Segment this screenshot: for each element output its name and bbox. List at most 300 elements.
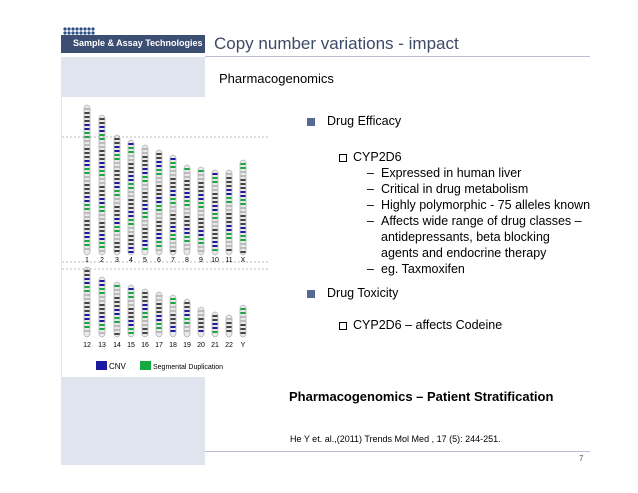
chromosome-band (85, 112, 90, 114)
chromosome-band (100, 218, 105, 220)
checkbox-square-icon (339, 322, 347, 330)
chromosome-label-top: 7 (171, 257, 175, 264)
chromosome-band (143, 248, 148, 250)
chromosome-band (199, 182, 204, 184)
chromosome-band (227, 193, 232, 195)
chromosome-band (100, 222, 105, 224)
chromosome-band (143, 240, 148, 242)
chromosome-band (199, 198, 204, 200)
chromosome-band (227, 181, 232, 183)
chromosome-band (213, 213, 218, 215)
chromosome-band (100, 118, 105, 120)
chromosome-band (100, 202, 105, 204)
chromosome-label-top: 5 (143, 257, 147, 264)
chromosome-band (157, 153, 162, 155)
chromosome-band (115, 186, 120, 188)
chromosome-band (241, 175, 246, 177)
chromosome-band (157, 165, 162, 167)
chromosome-band (227, 225, 232, 227)
chromosome-label-top: 8 (185, 257, 189, 264)
chromosome-band (100, 250, 105, 252)
chromosome-band (100, 284, 105, 286)
chromosome-band (129, 288, 134, 290)
chromosome-band (213, 201, 218, 203)
chromosome-band (171, 182, 176, 184)
chromosome-band (227, 249, 232, 251)
chromosome-label-bottom: 14 (113, 342, 121, 349)
chromosome-band (115, 246, 120, 248)
chromosome-label-top: 1 (85, 257, 89, 264)
chromosome-band (241, 324, 246, 326)
chromosome-band (199, 234, 204, 236)
chromosome-band (185, 330, 190, 332)
chromosome-band (227, 205, 232, 207)
bullet-drug-efficacy: Drug Efficacy (327, 114, 402, 128)
chromosome-band (241, 179, 246, 181)
chromosome-band (143, 244, 148, 246)
chromosome-band (227, 177, 232, 179)
chromosome-band (171, 194, 176, 196)
chromosome-band (241, 215, 246, 217)
chromosome-band (213, 327, 218, 329)
chromosome-band (227, 173, 232, 175)
chromosome-ideogram (128, 140, 134, 255)
chromosome-band (85, 172, 90, 174)
chromosome-band (227, 330, 232, 332)
chromosome-band (115, 210, 120, 212)
chromosome-band (115, 162, 120, 164)
chromosome-band (157, 295, 162, 297)
chromosome-band (129, 187, 134, 189)
chromosome-band (100, 324, 105, 326)
chromosome-label-bottom: 21 (211, 342, 219, 349)
chromosome-row-bottom (84, 267, 246, 337)
chromosome-band (241, 316, 246, 318)
chromosome-band (129, 203, 134, 205)
chromosome-band (227, 326, 232, 328)
chromosome-band (115, 146, 120, 148)
chromosome-band (143, 168, 148, 170)
chromosome-band (199, 170, 204, 172)
chromosome-label-top: 3 (115, 257, 119, 264)
sub-bullet-cyp2d6: CYP2D6 (353, 150, 402, 164)
chromosome-label-top: 2 (100, 257, 104, 264)
chromosome-band (171, 246, 176, 248)
chromosome-band (143, 152, 148, 154)
chromosome-band (85, 240, 90, 242)
chromosome-band (129, 328, 134, 330)
chromosome-band (143, 220, 148, 222)
chromosome-band (227, 233, 232, 235)
chromosome-band (129, 332, 134, 334)
chromosome-band (241, 199, 246, 201)
chromosome-band (143, 148, 148, 150)
chromosome-band (241, 312, 246, 314)
chromosome-band (115, 313, 120, 315)
chromosome-band (213, 189, 218, 191)
chromosome-band (143, 320, 148, 322)
chromosome-band (157, 193, 162, 195)
chromosome-band (171, 210, 176, 212)
chromosome-band (241, 207, 246, 209)
chromosome-band (171, 178, 176, 180)
chromosome-band (171, 322, 176, 324)
company-band (61, 35, 205, 53)
chromosome-band (85, 286, 90, 288)
page-number: 7 (579, 454, 584, 463)
chromosome-band (100, 296, 105, 298)
chromosome-band (85, 188, 90, 190)
chromosome-band (115, 234, 120, 236)
chromosome-band (213, 319, 218, 321)
chromosome-band (199, 190, 204, 192)
chromosome-band (213, 209, 218, 211)
chromosome-band (100, 146, 105, 148)
chromosome-band (171, 242, 176, 244)
chromosome-band (85, 244, 90, 246)
chromosome-band (85, 168, 90, 170)
chromosome-band (115, 194, 120, 196)
chromosome-band (115, 154, 120, 156)
chromosome-band (171, 158, 176, 160)
chromosome-band (129, 316, 134, 318)
chromosome-band (185, 176, 190, 178)
chromosome-band (100, 130, 105, 132)
chromosome-band (100, 194, 105, 196)
chromosome-label-top: 10 (211, 257, 219, 264)
chromosome-band (185, 224, 190, 226)
chromosome-band (157, 205, 162, 207)
chromosome-band (185, 318, 190, 320)
chromosome-band (213, 181, 218, 183)
chromosome-band (185, 180, 190, 182)
chromosome-band (115, 317, 120, 319)
chromosome-ideogram (156, 292, 162, 337)
chromosome-band (157, 221, 162, 223)
chromosome-band (115, 150, 120, 152)
chromosome-band (143, 304, 148, 306)
chromosome-band (85, 290, 90, 292)
point-item-continued: antidepressants, beta blocking (381, 230, 550, 244)
chromosome-band (100, 174, 105, 176)
chromosome-band (129, 183, 134, 185)
chromosome-band (157, 229, 162, 231)
chromosome-band (85, 200, 90, 202)
chromosome-band (115, 250, 120, 252)
dash-icon: – (367, 182, 374, 196)
chromosome-band (185, 302, 190, 304)
chromosome-band (157, 323, 162, 325)
chromosome-band (227, 201, 232, 203)
chromosome-band (199, 218, 204, 220)
chromosome-band (185, 168, 190, 170)
chromosome-band (213, 173, 218, 175)
chromosome-band (143, 292, 148, 294)
legend-cnv-label: CNV (109, 362, 126, 371)
chromosome-band (157, 177, 162, 179)
chromosome-band (171, 222, 176, 224)
chromosome-band (129, 227, 134, 229)
chromosome-band (129, 199, 134, 201)
chromosome-band (241, 183, 246, 185)
chromosome-band (85, 216, 90, 218)
chromosome-band (115, 158, 120, 160)
chromosome-band (143, 212, 148, 214)
chromosome-band (143, 176, 148, 178)
chromosome-band (171, 174, 176, 176)
chromosome-band (143, 224, 148, 226)
chromosome-band (100, 312, 105, 314)
chromosome-band (85, 302, 90, 304)
point-item: Critical in drug metabolism (381, 182, 529, 196)
chromosome-band (129, 292, 134, 294)
chromosome-band (100, 238, 105, 240)
chromosome-band (100, 246, 105, 248)
chromosome-band (100, 316, 105, 318)
chromosome-band (241, 243, 246, 245)
chromosome-band (157, 173, 162, 175)
chromosome-band (185, 196, 190, 198)
chromosome-band (213, 323, 218, 325)
chromosome-band (213, 245, 218, 247)
chromosome-label-bottom: 15 (127, 342, 135, 349)
chromosome-band (129, 151, 134, 153)
chromosome-band (115, 321, 120, 323)
chromosome-band (115, 325, 120, 327)
chromosome-band (199, 322, 204, 324)
chromosome-band (171, 310, 176, 312)
chromosome-band (143, 196, 148, 198)
chromosome-band (157, 213, 162, 215)
chromosome-band (85, 128, 90, 130)
chromosome-band (100, 206, 105, 208)
chromosome-band (100, 280, 105, 282)
chromosome-band (129, 175, 134, 177)
chromosome-band (85, 282, 90, 284)
chromosome-band (157, 311, 162, 313)
chromosome-band (143, 308, 148, 310)
chromosome-band (241, 247, 246, 249)
chromosome-band (227, 197, 232, 199)
chromosome-row-top (84, 105, 246, 255)
chromosome-band (85, 176, 90, 178)
chromosome-band (241, 223, 246, 225)
chromosome-band (115, 222, 120, 224)
chromosome-band (115, 333, 120, 335)
chromosome-band (199, 242, 204, 244)
chromosome-band (199, 226, 204, 228)
chromosome-band (213, 237, 218, 239)
chromosome-band (115, 285, 120, 287)
chromosome-band (100, 150, 105, 152)
chromosome-band (115, 166, 120, 168)
chromosome-band (85, 156, 90, 158)
chromosome-label-bottom: 20 (197, 342, 205, 349)
chromosome-band (241, 167, 246, 169)
chromosome-band (115, 142, 120, 144)
chromosome-label-bottom: 18 (169, 342, 177, 349)
chromosome-band (115, 238, 120, 240)
dash-icon: – (367, 214, 374, 228)
reference-citation: He Y et. al.,(2011) Trends Mol Med , 17 (5): 244-251. (290, 434, 501, 444)
chromosome-band (241, 239, 246, 241)
chromosome-band (241, 332, 246, 334)
chromosome-band (171, 314, 176, 316)
chromosome-band (143, 208, 148, 210)
chromosome-band (115, 178, 120, 180)
chromosome-band (185, 314, 190, 316)
chromosome-band (85, 120, 90, 122)
chromosome-band (185, 322, 190, 324)
chromosome-band (129, 215, 134, 217)
chromosome-band (185, 310, 190, 312)
chromosome-band (100, 142, 105, 144)
chromosome-band (241, 195, 246, 197)
chromosome-band (115, 301, 120, 303)
chromosome-band (100, 242, 105, 244)
chromosome-band (100, 134, 105, 136)
chromosome-label-bottom: 19 (183, 342, 191, 349)
chromosome-band (85, 164, 90, 166)
chromosome-band (171, 330, 176, 332)
chromosome-band (157, 181, 162, 183)
chromosome-band (171, 326, 176, 328)
chromosome-band (143, 216, 148, 218)
chromosome-band (143, 180, 148, 182)
chromosome-label-top: 6 (157, 257, 161, 264)
chromosome-band (143, 228, 148, 230)
chromosome-band (171, 318, 176, 320)
chromosome-band (171, 166, 176, 168)
chromosome-band (227, 241, 232, 243)
chromosome-band (185, 220, 190, 222)
chromosome-band (227, 221, 232, 223)
chromosome-band (199, 214, 204, 216)
chromosome-band (227, 217, 232, 219)
chromosome-band (85, 148, 90, 150)
chromosome-band (241, 187, 246, 189)
chromosome-band (241, 219, 246, 221)
chromosome-band (227, 185, 232, 187)
point-item: Highly polymorphic - 75 alleles known (381, 198, 591, 212)
chromosome-band (85, 326, 90, 328)
chromosome-label-top: X (240, 257, 246, 264)
chromosome-band (157, 307, 162, 309)
chromosome-band (129, 231, 134, 233)
chromosome-band (241, 328, 246, 330)
chromosome-band (129, 235, 134, 237)
chromosome-band (157, 299, 162, 301)
chromosome-band (85, 228, 90, 230)
chromosome-band (115, 297, 120, 299)
chromosome-band (171, 298, 176, 300)
chromosome-band (100, 122, 105, 124)
chromosome-band (199, 246, 204, 248)
chromosome-band (85, 160, 90, 162)
chromosome-band (143, 332, 148, 334)
legend-segdup-swatch (140, 361, 151, 370)
chromosome-band (115, 329, 120, 331)
chromosome-band (157, 241, 162, 243)
chromosome-band (185, 204, 190, 206)
chromosome-band (241, 235, 246, 237)
chromosome-band (143, 316, 148, 318)
chromosome-band (100, 138, 105, 140)
chromosome-band (171, 202, 176, 204)
chromosome-band (129, 155, 134, 157)
chromosome-band (213, 217, 218, 219)
chromosome-band (115, 170, 120, 172)
chromosome-label-bottom: 22 (225, 342, 233, 349)
chromosome-band (199, 206, 204, 208)
footer-divider (205, 451, 590, 452)
chromosome-band (171, 238, 176, 240)
chromosome-band (185, 326, 190, 328)
section-subtitle: Pharmacogenomics (219, 71, 334, 86)
chromosome-band (185, 232, 190, 234)
chromosome-band (143, 160, 148, 162)
chromosome-band (199, 202, 204, 204)
chromosome-band (199, 330, 204, 332)
chromosome-band (213, 185, 218, 187)
chromosome-band (213, 225, 218, 227)
chromosome-band (100, 178, 105, 180)
chromosome-band (227, 209, 232, 211)
chromosome-band (115, 190, 120, 192)
chromosome-band (241, 231, 246, 233)
chromosome-band (100, 182, 105, 184)
chromosome-band (143, 156, 148, 158)
chromosome-band (85, 184, 90, 186)
chromosome-band (157, 209, 162, 211)
chromosome-band (171, 162, 176, 164)
chromosome-band (227, 322, 232, 324)
chromosome-band (213, 193, 218, 195)
chromosome-band (241, 320, 246, 322)
checkbox-square-icon (339, 154, 347, 162)
chromosome-band (199, 238, 204, 240)
chromosome-label-top: 11 (225, 257, 233, 264)
chromosome-band (129, 320, 134, 322)
chromosome-band (129, 147, 134, 149)
chromosome-band (85, 232, 90, 234)
point-item: Expressed in human liver (381, 166, 522, 180)
chromosome-band (85, 330, 90, 332)
chromosome-label-bottom: 13 (98, 342, 106, 349)
chromosome-band (241, 163, 246, 165)
chromosome-label-top: 4 (129, 257, 133, 264)
chromosome-band (241, 251, 246, 253)
chromosome-band (129, 247, 134, 249)
chromosome-band (85, 144, 90, 146)
chromosome-band (185, 248, 190, 250)
title-divider (205, 56, 590, 57)
chromosome-band (199, 194, 204, 196)
chromosome-band (129, 191, 134, 193)
chromosome-band (171, 226, 176, 228)
point-item: eg. Taxmoxifen (381, 262, 465, 276)
chromosome-band (185, 244, 190, 246)
chromosome-band (85, 140, 90, 142)
chromosome-band (213, 233, 218, 235)
chromosome-band (100, 300, 105, 302)
chromosome-band (100, 308, 105, 310)
chromosome-label-top: 9 (199, 257, 203, 264)
chromosome-band (171, 190, 176, 192)
chromosome-band (85, 306, 90, 308)
chromosome-band (115, 138, 120, 140)
point-item-continued: agents and endocrine therapy (381, 246, 547, 260)
